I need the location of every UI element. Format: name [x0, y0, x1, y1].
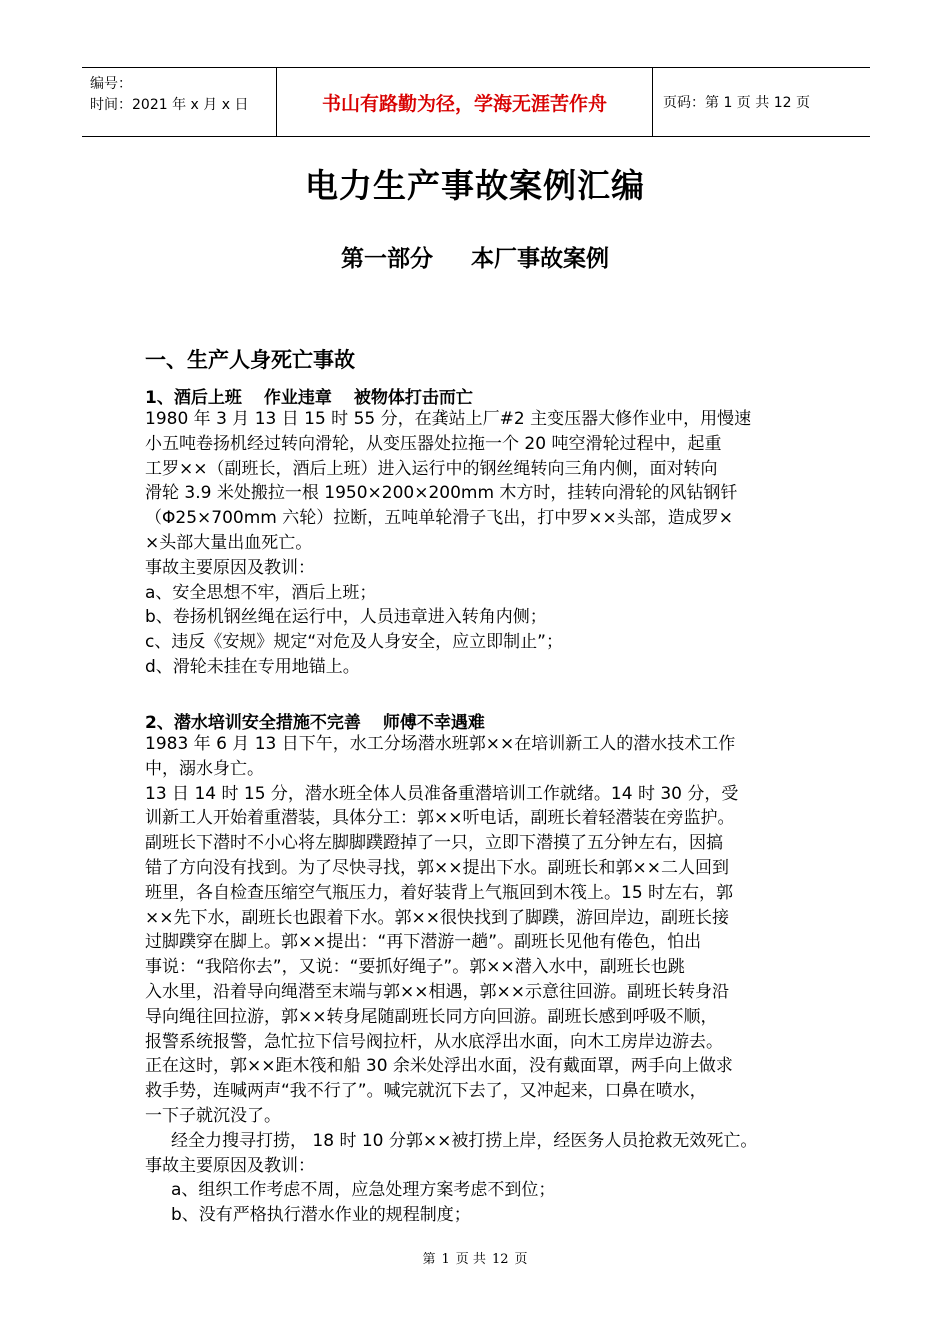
paragraph-line: 一下子就沉没了。	[145, 1105, 281, 1126]
paragraph-line: 中，溺水身亡。	[145, 758, 264, 779]
header-page-info: 页码：第 1 页 共 12 页	[663, 95, 810, 111]
part-number: 第一部分	[341, 246, 433, 272]
paragraph-line: 1983 年 6 月 13 日下午，水工分场潜水班郭××在培训新工人的潜水技术工作	[145, 734, 736, 754]
footer-mid: 页 共	[455, 1252, 486, 1267]
paragraph-line: （Φ25×700mm 六轮）拉断，五吨单轮滑子飞出，打中罗××头部，造成罗×	[145, 508, 733, 529]
document-title: 电力生产事故案例汇编	[305, 166, 645, 205]
header-meta	[82, 68, 277, 136]
paragraph-line: 救手势，连喊两声“我不行了”。喊完就沉下去了，又冲起来，口鼻在喷水，	[145, 1081, 707, 1102]
paragraph-line: 正在这时，郭××距木筏和船 30 余米处浮出水面，没有戴面罩，两手向上做求	[145, 1056, 733, 1077]
case2-body	[145, 732, 757, 1228]
part-name: 本厂事故案例	[471, 246, 609, 272]
lessons-label: 事故主要原因及教训：	[145, 1155, 315, 1176]
document-time-label: 时间：2021 年 x 月 x 日	[90, 97, 249, 113]
paragraph-line: 报警系统报警，急忙拉下信号阀拉杆，从水底浮出水面，向木工房岸边游去。	[145, 1031, 723, 1052]
paragraph-line: 滑轮 3.9 米处搬拉一根 1950×200×200mm 木方时，挂转向滑轮的风钻钢钎	[145, 483, 738, 504]
paragraph-line: 工罗××（副班长，酒后上班）进入运行中的钢丝绳转向三角内侧，面对转向	[145, 458, 718, 479]
paragraph-line: 班里，各自检查压缩空气瓶压力，着好装背上气瓶回到木筏上。15 时左右，郭	[145, 882, 734, 903]
paragraph-line: 13 日 14 时 15 分，潜水班全体人员准备重潜培训工作就绪。14 时 30 分，受	[145, 783, 739, 804]
footer-prefix: 第	[422, 1252, 436, 1267]
case2-heading	[145, 708, 485, 733]
case2-heading-part-a: 2、潜水培训安全措施不完善	[145, 713, 361, 733]
footer-suffix: 页	[514, 1252, 528, 1267]
document-number-label: 编号：	[90, 76, 132, 92]
case1-heading-part-a: 1、酒后上班	[145, 388, 242, 408]
paragraph-line: c、违反《安规》规定“对危及人身安全，应立即制止”；	[145, 632, 563, 653]
paragraph-line: a、安全思想不牢，酒后上班；	[145, 582, 377, 603]
footer-total-pages: 12	[491, 1252, 509, 1267]
lesson-item: a、组织工作考虑不周，应急处理方案考虑不到位；	[171, 1180, 556, 1201]
footer-page-number: 1	[441, 1252, 450, 1267]
lesson-item: b、没有严格执行潜水作业的规程制度；	[171, 1205, 471, 1226]
paragraph-line: d、滑轮未挂在专用地锚上。	[145, 656, 360, 677]
paragraph-line: 训新工人开始着重潜装，具体分工：郭××听电话，副班长着轻潜装在旁监护。	[145, 808, 735, 829]
header-motto: 书山有路勤为径，学海无涯苦作舟	[277, 68, 653, 136]
paragraph-line: ××先下水，副班长也跟着下水。郭××很快找到了脚蹼，游回岸边，副班长接	[145, 907, 729, 928]
section-heading: 一、生产人身死亡事故	[145, 348, 355, 372]
paragraph-line: 入水里，沿着导向绳潜至末端与郭××相遇，郭××示意往回游。副班长转身沿	[145, 981, 729, 1002]
case1-heading-part-b: 作业违章	[263, 388, 332, 408]
page-header	[82, 67, 870, 137]
part-heading	[0, 240, 950, 273]
paragraph-line: ×头部大量出血死亡。	[145, 532, 313, 553]
paragraph-line: 事故主要原因及教训：	[145, 557, 315, 578]
case1-body	[145, 407, 751, 680]
paragraph-line: 小五吨卷扬机经过转向滑轮，从变压器处拉拖一个 20 吨空滑轮过程中，起重	[145, 433, 722, 454]
paragraph-line: b、卷扬机钢丝绳在运行中，人员违章进入转角内侧；	[145, 607, 547, 628]
case1-heading	[145, 383, 473, 408]
paragraph-line: 错了方向没有找到。为了尽快寻找，郭××提出下水。副班长和郭××二人回到	[145, 857, 729, 878]
case1-heading-part-c: 被物体打击而亡	[353, 388, 473, 408]
case2-heading-part-b: 师傅不幸遇难	[382, 713, 485, 733]
paragraph-line: 事说：“我陪你去”，又说：“要抓好绳子”。郭××潜入水中，副班长也跳	[145, 957, 685, 978]
page-footer	[0, 1248, 950, 1267]
paragraph-line: 过脚蹼穿在脚上。郭××提出：“再下潜游一趟”。副班长见他有倦色，怕出	[145, 932, 702, 953]
paragraph-line: 经全力搜寻打捞， 18 时 10 分郭××被打捞上岸，经医务人员抢救无效死亡。	[171, 1130, 758, 1151]
paragraph-line: 导向绳往回拉游，郭××转身尾随副班长同方向回游。副班长感到呼吸不顺，	[145, 1006, 718, 1027]
paragraph-line: 副班长下潜时不小心将左脚脚蹼蹬掉了一只，立即下潜摸了五分钟左右，因搞	[145, 833, 723, 854]
paragraph-line: 1980 年 3 月 13 日 15 时 55 分，在龚站上厂#2 主变压器大修作业中，用慢速	[145, 409, 752, 429]
